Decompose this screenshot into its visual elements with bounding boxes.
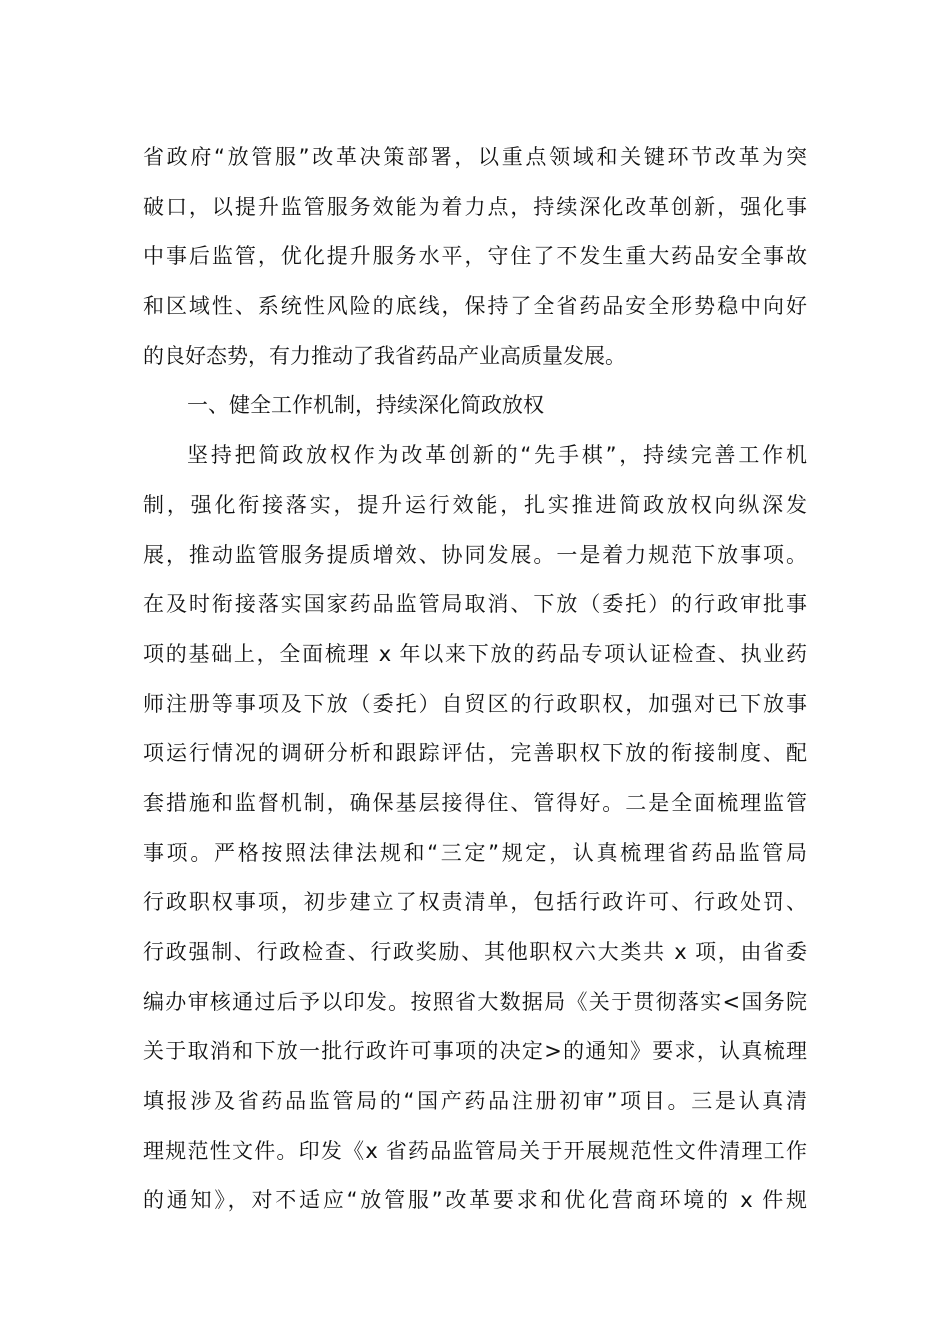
section-heading: 一、健全工作机制，持续深化简政放权 <box>187 393 544 418</box>
text-line: 的良好态势，有力推动了我省药品产业高质量发展。 <box>143 343 626 368</box>
text-line: 行政强制、行政检查、行政奖励、其他职权六大类共 x 项，由省委 <box>143 940 807 964</box>
text-line: 关于取消和下放一批行政许可事项的决定>的通知》要求，认真梳理 <box>143 1039 807 1064</box>
text-line: 项的基础上，全面梳理 x 年以来下放的药品专项认证检查、执业药 <box>143 641 807 666</box>
text-line: 和区域性、系统性风险的底线，保持了全省药品安全形势稳中向好 <box>143 294 807 319</box>
text-line: 套措施和监督机制，确保基层接得住、管得好。二是全面梳理监管 <box>143 790 807 815</box>
text-line: 破口，以提升监管服务效能为着力点，持续深化改革创新，强化事 <box>143 194 807 219</box>
text-line: 制，强化衔接落实，提升运行效能，扎实推进简政放权向纵深发 <box>143 492 807 517</box>
text-line: 编办审核通过后予以印发。按照省大数据局《关于贯彻落实<国务院 <box>143 989 807 1014</box>
text-line: 坚持把简政放权作为改革创新的“先手棋”，持续完善工作机 <box>187 443 807 468</box>
document-body <box>143 133 807 1226</box>
text-line: 项运行情况的调研分析和跟踪评估，完善职权下放的衔接制度、配 <box>143 741 807 766</box>
text-line: 的通知》，对不适应“放管服”改革要求和优化营商环境的 x 件规 <box>143 1188 807 1213</box>
text-line: 展，推动监管服务提质增效、协同发展。一是着力规范下放事项。 <box>143 542 807 567</box>
text-line: 在及时衔接落实国家药品监管局取消、下放（委托）的行政审批事 <box>143 592 807 617</box>
text-line: 中事后监管，优化提升服务水平，守住了不发生重大药品安全事故 <box>143 244 807 269</box>
text-line: 填报涉及省药品监管局的“国产药品注册初审”项目。三是认真清 <box>143 1089 807 1114</box>
text-line: 事项。严格按照法律法规和“三定”规定，认真梳理省药品监管局 <box>143 840 807 865</box>
text-line: 省政府“放管服”改革决策部署，以重点领域和关键环节改革为突 <box>143 145 807 169</box>
text-line: 行政职权事项，初步建立了权责清单，包括行政许可、行政处罚、 <box>143 890 807 915</box>
text-line: 师注册等事项及下放（委托）自贸区的行政职权，加强对已下放事 <box>143 691 807 716</box>
text-line: 理规范性文件。印发《x 省药品监管局关于开展规范性文件清理工作 <box>143 1138 807 1163</box>
